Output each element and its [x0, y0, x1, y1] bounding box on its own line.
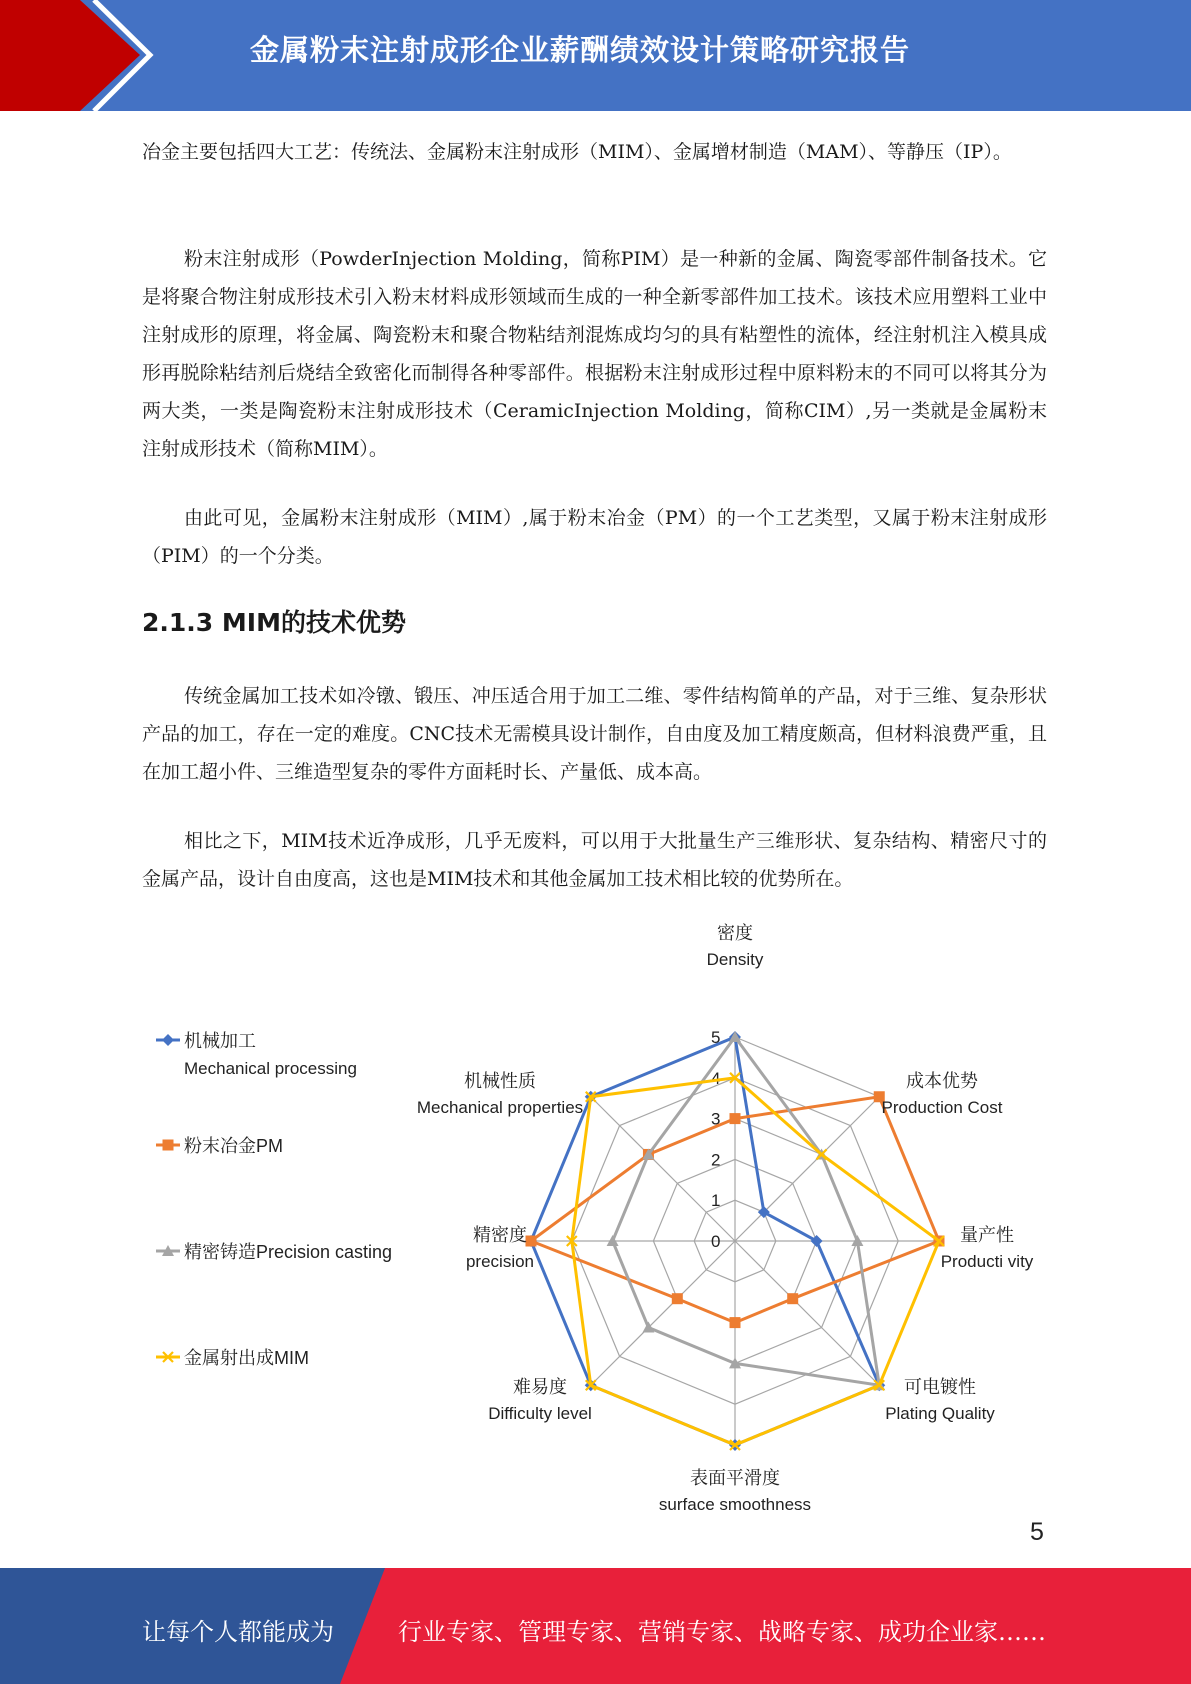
radar-data-point: [730, 1113, 741, 1124]
radar-tick-label: 5: [711, 1028, 721, 1047]
radar-category-label: 表面平滑度: [690, 1468, 780, 1488]
radar-data-point: [787, 1293, 798, 1304]
radar-category-label-en: precision: [465, 1252, 535, 1271]
radar-category-label: 精密度: [473, 1225, 527, 1245]
radar-category-label: 密度: [717, 923, 753, 943]
radar-category-label: 难易度: [513, 1377, 567, 1397]
paragraph-intro: 冶金主要包括四大工艺：传统法、金属粉末注射成形（MIM）、金属增材制造（MAM）、等静压（IP）。: [142, 141, 1012, 163]
radar-data-point: [811, 1235, 823, 1247]
footer-slogan-left: 让每个人都能成为: [142, 1618, 334, 1646]
radar-category-label-en: Difficulty level: [488, 1404, 592, 1423]
radar-data-point: [730, 1317, 741, 1328]
radar-tick-label: 4: [711, 1068, 721, 1088]
radar-tick-label: 2: [711, 1150, 721, 1170]
radar-category-label-en: Mechanical properties: [416, 1098, 584, 1117]
footer-slogan-right: 行业专家、管理专家、营销专家、战略专家、成功企业家……: [398, 1618, 1046, 1646]
radar-plot-group: [417, 923, 1034, 1514]
radar-category-label: 机械性质: [464, 1071, 536, 1091]
legend-label: 金属射出成MIM: [184, 1348, 309, 1368]
radar-category-label: 可电镀性: [904, 1377, 976, 1397]
legend-label: 精密铸造Precision casting: [184, 1242, 393, 1262]
paragraph-pim: 粉末注射成形（PowderInjection Molding，简称PIM）是一种新的金属、陶瓷零部件制备技术。它是将聚合物注射成形技术引入粉末材料成形领域而生成的一种全新零部件加工技术。该技术应用塑料工业中注射成形的原理，将金属、陶瓷粉末和聚合物粘结剂混炼成均匀的具有粘塑性的流体，经注射机注入模具成形再脱除粘结剂后烧结全致密化而制得各种零部件。根据粉末注射成形过程中原料粉末的不同可以将其分为两大类，一类是陶瓷粉末注射成形技术（CeramicInjection Molding，简称CIM）,另一类就是金属粉末注射成形技术（简称MIM）。: [142, 248, 1047, 460]
header-title: 金属粉末注射成形企业薪酬绩效设计策略研究报告: [250, 33, 911, 67]
paragraph-mim-advantage: 相比之下，MIM技术近净成形，几乎无废料，可以用于大批量生产三维形状、复杂结构、精密尺寸的金属产品，设计自由度高，这也是MIM技术和其他金属加工技术相比较的优势所在。: [142, 830, 1047, 890]
legend-label: 粉末冶金PM: [184, 1136, 283, 1156]
page-footer: [0, 1568, 1191, 1684]
radar-category-label: 量产性: [960, 1225, 1014, 1245]
paragraph-summary: 由此可见，金属粉末注射成形（MIM）,属于粉末冶金（PM）的一个工艺类型，又属于粉末注射成形（PIM）的一个分类。: [142, 507, 1047, 567]
legend-swatch-marker: [162, 1034, 174, 1046]
paragraph-traditional: 传统金属加工技术如冷镦、锻压、冲压适合用于加工二维、零件结构简单的产品，对于三维、复杂形状产品的加工，存在一定的难度。CNC技术无需模具设计制作，自由度及加工精度颇高，但材料浪费严重，且在加工超小件、三维造型复杂的零件方面耗时长、产量低、成本高。: [142, 685, 1047, 783]
legend-label: 机械加工: [184, 1031, 256, 1051]
legend-swatch-marker: [163, 1140, 174, 1151]
radar-category-label-en: Production Cost: [881, 1098, 1003, 1117]
radar-category-label-en: surface smoothness: [658, 1495, 812, 1514]
radar-category-label: 成本优势: [906, 1071, 978, 1091]
section-heading: 2.1.3 MIM的技术优势: [142, 608, 406, 637]
radar-chart: [140, 923, 1060, 1514]
legend-label-en: Mechanical processing: [184, 1059, 357, 1078]
page-number: 5: [1030, 1518, 1044, 1546]
radar-tick-label: 3: [711, 1109, 721, 1129]
radar-tick-label: 0: [711, 1232, 721, 1251]
radar-category-label-en: Density: [706, 950, 764, 969]
radar-data-point: [672, 1293, 683, 1304]
radar-category-label-en: Producti vity: [940, 1252, 1034, 1271]
radar-category-label-en: Plating Quality: [885, 1404, 995, 1423]
radar-tick-label: 1: [711, 1191, 721, 1211]
page-header: [0, 0, 1191, 111]
radar-data-point: [526, 1236, 537, 1247]
